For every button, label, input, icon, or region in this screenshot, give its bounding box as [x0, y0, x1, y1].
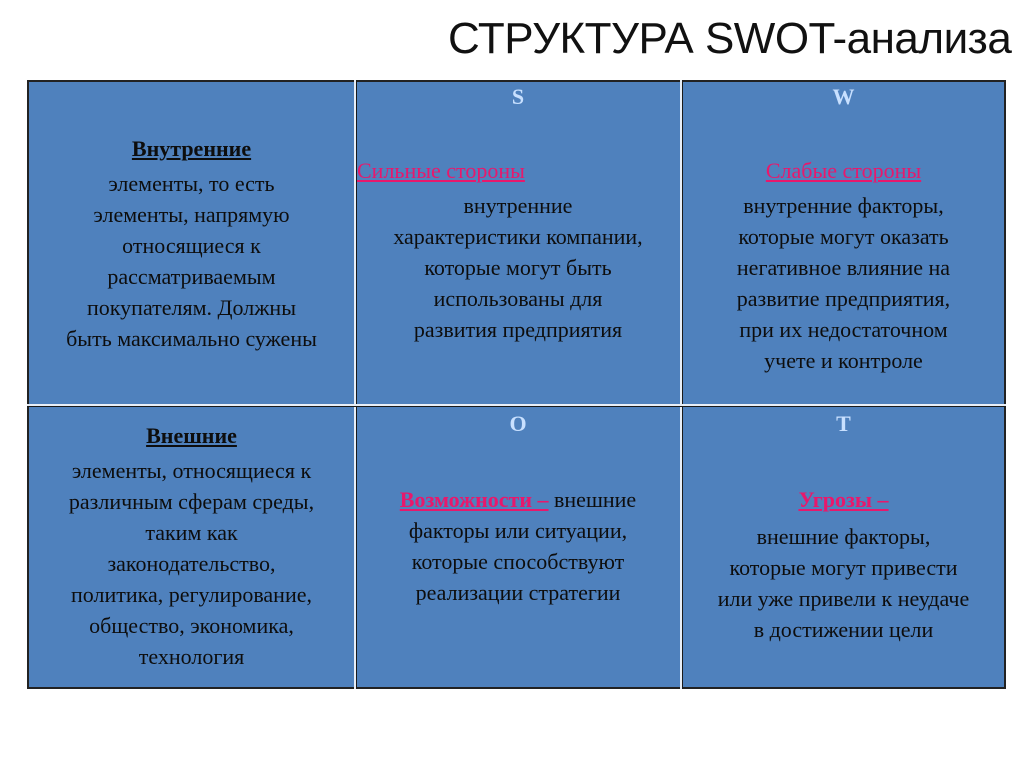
opportunities-text-line: реализации стратегии: [415, 580, 621, 605]
external-text-line: общество, экономика,: [89, 613, 294, 638]
opportunities-text-line: которые способствуют: [411, 549, 625, 574]
opportunities-cell: [357, 410, 679, 608]
strengths-text-line: использованы для: [433, 286, 603, 311]
internal-heading: Внутренние: [131, 136, 252, 161]
page-title: СТРУКТУРА SWOT-анализа: [448, 14, 1012, 63]
external-row-header: [29, 420, 354, 672]
weaknesses-heading: Слабые стороны: [765, 158, 922, 183]
external-heading: Внешние: [146, 423, 237, 448]
weaknesses-text-line: развитие предприятия,: [736, 286, 951, 311]
internal-text-line: элементы, то есть: [108, 171, 275, 196]
internal-text-line: быть максимально сужены: [66, 326, 317, 351]
threats-letter: T: [836, 411, 851, 436]
threats-heading: Угрозы –: [798, 487, 889, 512]
weaknesses-letter: W: [832, 84, 855, 109]
weaknesses-text-line: которые могут оказать: [738, 224, 949, 249]
opportunities-heading: Возможности –: [399, 487, 549, 512]
external-text-line: политика, регулирование,: [71, 582, 312, 607]
weaknesses-cell: [683, 83, 1004, 376]
opportunities-text-line: факторы или ситуации,: [408, 518, 628, 543]
weaknesses-text-line: негативное влияние на: [736, 255, 951, 280]
strengths-letter: S: [511, 84, 525, 109]
opportunities-letter: O: [509, 411, 527, 436]
internal-row-header: [29, 133, 354, 354]
weaknesses-text-line: внутренние факторы,: [743, 193, 944, 218]
table-divider: [27, 406, 1006, 407]
external-text-line: законодательство,: [107, 551, 276, 576]
strengths-heading: Сильные стороны: [357, 158, 525, 183]
threats-text-line: внешние факторы,: [756, 524, 931, 549]
threats-cell: [683, 410, 1004, 645]
opportunities-heading-tail: внешние: [548, 487, 637, 512]
external-text-line: таким как: [145, 520, 238, 545]
external-text-line: элементы, относящиеся к: [71, 458, 312, 483]
strengths-text-line: внутренние: [463, 193, 573, 218]
internal-text-line: элементы, напрямую: [93, 202, 290, 227]
external-text-line: технология: [138, 644, 245, 669]
external-text-line: различным сферам среды,: [68, 489, 315, 514]
strengths-text-line: которые могут быть: [424, 255, 612, 280]
threats-text-line: в достижении цели: [753, 617, 934, 642]
strengths-text-line: развития предприятия: [413, 317, 623, 342]
weaknesses-text-line: при их недостаточном: [739, 317, 948, 342]
internal-text-line: покупателям. Должны: [87, 295, 296, 320]
weaknesses-text-line: учете и контроле: [764, 348, 923, 373]
internal-text-line: рассматриваемым: [107, 264, 276, 289]
internal-text-line: относящиеся к: [122, 233, 261, 258]
threats-text-line: или уже привели к неудаче: [717, 586, 970, 611]
threats-text-line: которые могут привести: [729, 555, 958, 580]
strengths-cell: [357, 83, 679, 345]
strengths-text-line: характеристики компании,: [393, 224, 643, 249]
